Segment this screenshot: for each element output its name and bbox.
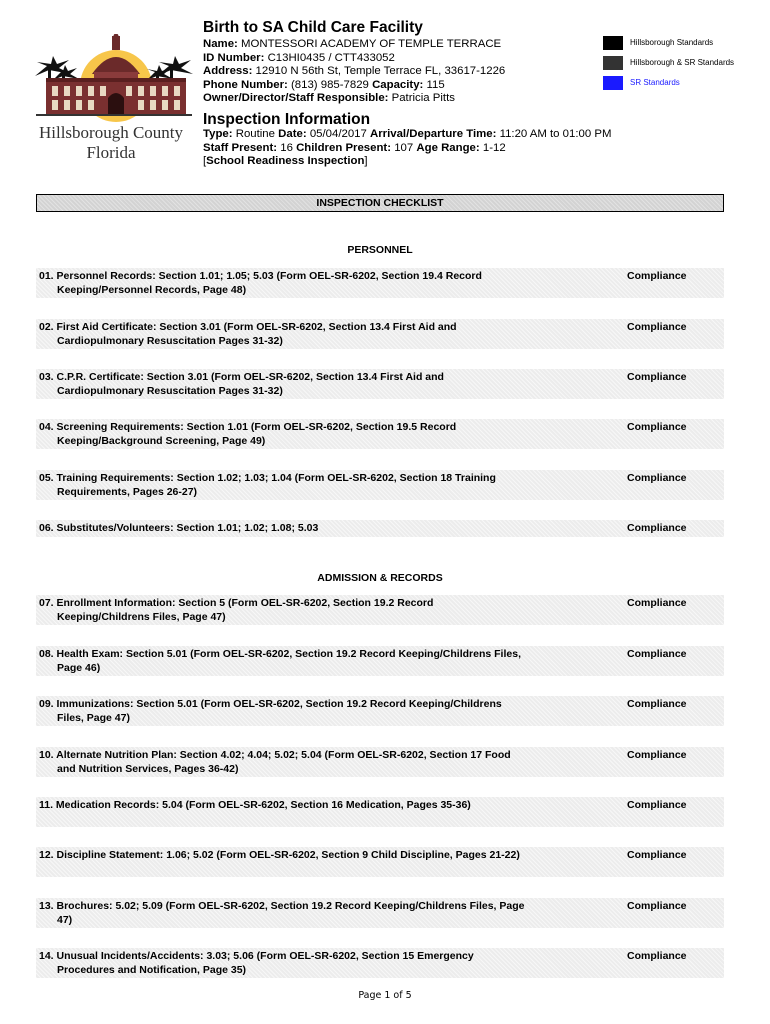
checklist-item-status: Compliance bbox=[627, 799, 687, 811]
name-label: Name: bbox=[203, 38, 238, 50]
checklist-item-text: 06. Substitutes/Volunteers: Section 1.01; 1.02; 1.08; 5.03 bbox=[39, 522, 319, 534]
inspection-time: 11:20 AM to 01:00 PM bbox=[499, 128, 612, 140]
facility-title: Birth to SA Child Care Facility bbox=[203, 19, 423, 36]
checklist-item-status: Compliance bbox=[627, 472, 687, 484]
checklist-item-text: 01. Personnel Records: Section 1.01; 1.05; 5.03 (Form OEL-SR-6202, Section 19.4 Record Keeping/Personnel Records, Page 48) bbox=[39, 270, 482, 296]
facility-info bbox=[203, 38, 505, 106]
age-label: Age Range: bbox=[416, 141, 480, 154]
checklist-item-status: Compliance bbox=[627, 321, 687, 333]
checklist-item-text: 10. Alternate Nutrition Plan: Section 4.02; 4.04; 5.02; 5.04 (Form OEL-SR-6202, Section 17 Food and Nutrition Services, Pages 36-42) bbox=[39, 749, 511, 775]
phone-number: (813) 985-7829 bbox=[290, 78, 369, 91]
checklist-item bbox=[36, 696, 724, 726]
checklist-item-status: Compliance bbox=[627, 597, 687, 609]
checklist-item bbox=[36, 319, 724, 349]
checklist-item-status: Compliance bbox=[627, 900, 687, 912]
hillsborough-county-logo bbox=[28, 34, 194, 164]
checklist-item-status: Compliance bbox=[627, 950, 687, 962]
legend-swatch bbox=[603, 56, 623, 70]
id-label: ID Number: bbox=[203, 51, 265, 64]
date-label: Date: bbox=[278, 128, 307, 140]
checklist-item bbox=[36, 747, 724, 777]
staff-label: Staff Present: bbox=[203, 141, 278, 154]
inspection-checklist-header: INSPECTION CHECKLIST bbox=[36, 194, 724, 212]
children-label: Children Present: bbox=[296, 141, 392, 154]
checklist-item-text: 02. First Aid Certificate: Section 3.01 (Form OEL-SR-6202, Section 13.4 First Aid and Cardiopulmonary Resuscitation Pages 31-32) bbox=[39, 321, 457, 347]
checklist-item bbox=[36, 520, 724, 537]
checklist-item-status: Compliance bbox=[627, 522, 687, 534]
checklist-item-text: 05. Training Requirements: Section 1.02; 1.03; 1.04 (Form OEL-SR-6202, Section 18 Training Requirements, Pages 26-27) bbox=[39, 472, 496, 498]
checklist-item-text: 03. C.P.R. Certificate: Section 3.01 (Form OEL-SR-6202, Section 13.4 First Aid and Cardiopulmonary Resuscitation Pages 31-32) bbox=[39, 371, 444, 397]
checklist-item-status: Compliance bbox=[627, 421, 687, 433]
bracket-close: ] bbox=[364, 155, 368, 168]
checklist-item-text: 11. Medication Records: 5.04 (Form OEL-SR-6202, Section 16 Medication, Pages 35-36) bbox=[39, 799, 471, 811]
staff-present: 16 bbox=[280, 141, 293, 154]
checklist-item-text: 08. Health Exam: Section 5.01 (Form OEL-SR-6202, Section 19.2 Record Keeping/Childrens Files, Page 46) bbox=[39, 648, 521, 674]
inspection-date: 05/04/2017 bbox=[309, 128, 367, 140]
checklist-item bbox=[36, 369, 724, 399]
facility-name: MONTESSORI ACADEMY OF TEMPLE TERRACE bbox=[241, 38, 502, 50]
checklist-item bbox=[36, 470, 724, 500]
school-readiness-label: School Readiness Inspection bbox=[206, 155, 365, 168]
legend-label: Hillsborough Standards bbox=[630, 38, 714, 47]
checklist-item-text: 04. Screening Requirements: Section 1.01 (Form OEL-SR-6202, Section 19.5 Record Keeping/Background Screening, Page 49) bbox=[39, 421, 457, 447]
section-title-personnel: PERSONNEL bbox=[347, 244, 413, 256]
address-label: Address: bbox=[203, 65, 253, 78]
checklist-item bbox=[36, 268, 724, 298]
checklist-item-text: 14. Unusual Incidents/Accidents: 3.03; 5.06 (Form OEL-SR-6202, Section 15 Emergency Procedures and Notification, Page 35) bbox=[39, 950, 474, 976]
time-label: Arrival/Departure Time: bbox=[370, 128, 497, 140]
checklist-item-status: Compliance bbox=[627, 371, 687, 383]
capacity: 115 bbox=[426, 78, 445, 91]
legend-label: SR Standards bbox=[630, 78, 680, 87]
checklist-item-status: Compliance bbox=[627, 648, 687, 660]
legend-swatch bbox=[603, 36, 623, 50]
owner-name: Patricia Pitts bbox=[391, 92, 455, 105]
inspection-info bbox=[203, 128, 611, 169]
type-label: Type: bbox=[203, 128, 233, 140]
checklist-item bbox=[36, 948, 724, 978]
checklist-item bbox=[36, 847, 724, 877]
legend-swatch bbox=[603, 76, 623, 90]
checklist-item-status: Compliance bbox=[627, 698, 687, 710]
children-present: 107 bbox=[394, 141, 414, 154]
checklist-item-text: 13. Brochures: 5.02; 5.09 (Form OEL-SR-6202, Section 19.2 Record Keeping/Childrens Files, Page 47) bbox=[39, 900, 525, 926]
address: 12910 N 56th St, Temple Terrace FL, 33617-1226 bbox=[255, 65, 506, 78]
age-range: 1-12 bbox=[482, 141, 506, 154]
checklist-item-status: Compliance bbox=[627, 270, 687, 282]
capacity-label: Capacity: bbox=[372, 78, 424, 91]
id-number: C13HI0435 / CTT433052 bbox=[267, 51, 395, 64]
phone-label: Phone Number: bbox=[203, 78, 288, 91]
checklist-item bbox=[36, 898, 724, 928]
logo-state-text: Florida bbox=[86, 143, 136, 162]
bracket-open: [ bbox=[203, 155, 207, 168]
inspection-type: Routine bbox=[235, 128, 275, 140]
section-title-admission-records: ADMISSION & RECORDS bbox=[317, 572, 443, 584]
checklist-item bbox=[36, 797, 724, 827]
checklist-item bbox=[36, 419, 724, 449]
owner-label: Owner/Director/Staff Responsible: bbox=[203, 92, 389, 105]
page-number: Page 1 of 5 bbox=[358, 990, 412, 1001]
logo-county-text: Hillsborough County bbox=[38, 123, 184, 142]
checklist-item-status: Compliance bbox=[627, 749, 687, 761]
checklist-item-text: 07. Enrollment Information: Section 5 (Form OEL-SR-6202, Section 19.2 Record Keeping/Childrens Files, Page 47) bbox=[39, 597, 434, 623]
checklist-item-text: 12. Discipline Statement: 1.06; 5.02 (Form OEL-SR-6202, Section 9 Child Discipline, Pages 21-22) bbox=[39, 849, 520, 861]
checklist-item bbox=[36, 646, 724, 676]
checklist-item bbox=[36, 595, 724, 625]
inspection-title: Inspection Information bbox=[203, 111, 371, 128]
checklist-item-text: 09. Immunizations: Section 5.01 (Form OEL-SR-6202, Section 19.2 Record Keeping/Childrens Files, Page 47) bbox=[39, 698, 502, 724]
legend-label: Hillsborough & SR Standards bbox=[630, 58, 735, 67]
checklist-item-status: Compliance bbox=[627, 849, 687, 861]
